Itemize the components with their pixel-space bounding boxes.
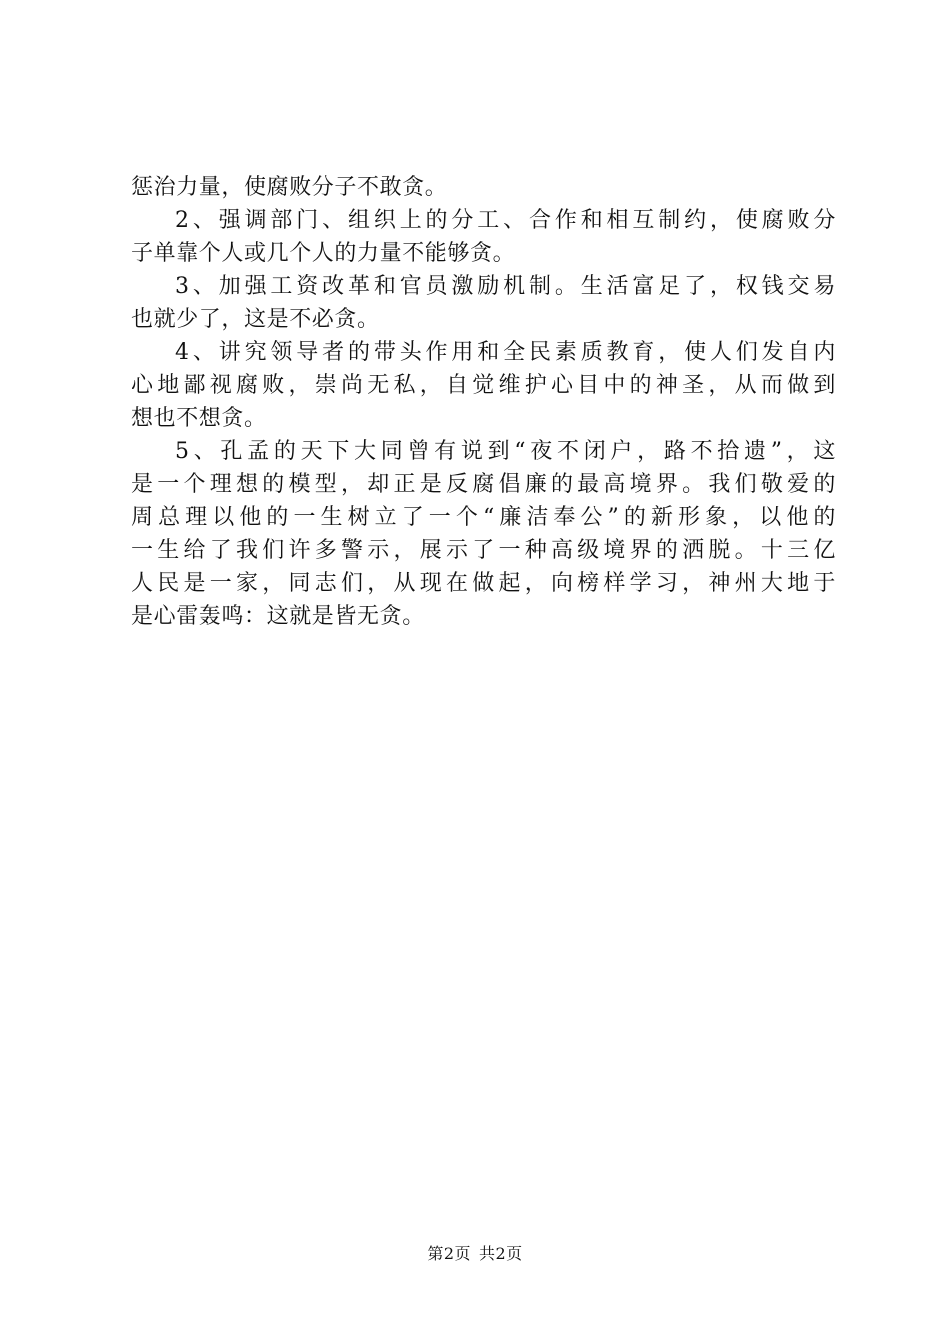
page-number: 第2页 xyxy=(427,1244,471,1263)
page-total: 共2页 xyxy=(479,1244,523,1263)
paragraph-line: 子单靠个人或几个人的力量不能够贪。 xyxy=(131,241,516,266)
paragraph-line: 惩治力量，使腐败分子不敢贪。 xyxy=(131,175,448,200)
document-body xyxy=(131,171,836,633)
paragraph-line: 也就少了，这是不必贪。 xyxy=(131,307,380,332)
paragraph-line: 5、孔孟的天下大同曾有说到“夜不闭户，路不拾遗”，这 xyxy=(175,439,836,464)
paragraph-line: 一生给了我们许多警示，展示了一种高级境界的洒脱。十三亿 xyxy=(131,538,836,563)
paragraph-line: 人民是一家，同志们，从现在做起，向榜样学习，神州大地于 xyxy=(131,571,836,596)
paragraph-line: 是心雷轰鸣：这就是皆无贪。 xyxy=(131,604,425,629)
paragraph-line: 是一个理想的模型，却正是反腐倡廉的最高境界。我们敬爱的 xyxy=(131,472,836,497)
paragraph-line: 心地鄙视腐败，崇尚无私，自觉维护心目中的神圣，从而做到 xyxy=(131,373,836,398)
page-footer xyxy=(0,1244,950,1264)
paragraph-line: 2、强调部门、组织上的分工、合作和相互制约，使腐败分 xyxy=(175,208,836,233)
paragraph-line: 想也不想贪。 xyxy=(131,406,267,431)
paragraph-line: 4、讲究领导者的带头作用和全民素质教育，使人们发自内 xyxy=(175,340,836,365)
paragraph-line: 周总理以他的一生树立了一个“廉洁奉公”的新形象，以他的 xyxy=(131,505,836,530)
paragraph-line: 3、加强工资改革和官员激励机制。生活富足了，权钱交易 xyxy=(175,274,836,299)
